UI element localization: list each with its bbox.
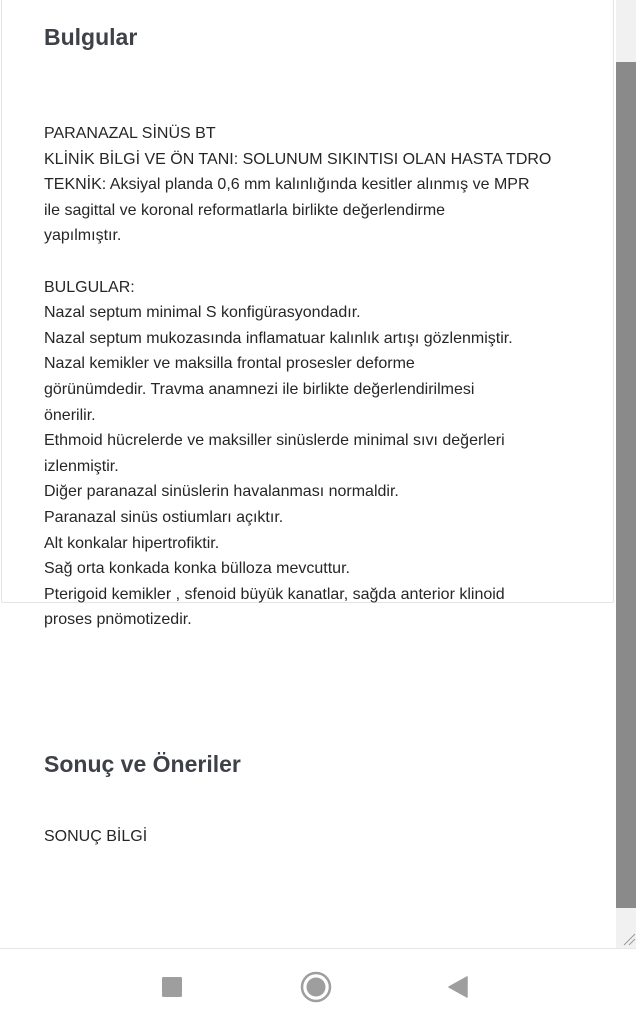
square-icon	[161, 976, 183, 998]
report-line: önerilir.	[44, 406, 96, 424]
bulgular-body	[44, 121, 564, 633]
scrollbar-thumb[interactable]	[616, 62, 636, 908]
report-line: yapılmıştır.	[44, 227, 122, 245]
triangle-back-icon	[447, 976, 469, 998]
back-button[interactable]	[440, 969, 476, 1005]
report-line: Nazal septum minimal S konfigürasyondadır.	[44, 304, 361, 322]
report-line: proses pnömotizedir.	[44, 611, 192, 629]
bulgular-heading: Bulgular	[44, 24, 138, 50]
recents-button[interactable]	[154, 969, 190, 1005]
sonuc-text: SONUÇ BİLGİ	[44, 828, 148, 845]
system-navigation-bar	[0, 948, 636, 1025]
report-line: Nazal septum mukozasında inflamatuar kalınlık artışı gözlenmiştir.	[44, 329, 513, 347]
report-line: izlenmiştir.	[44, 457, 119, 475]
resize-handle-icon[interactable]	[620, 930, 636, 946]
report-line: BULGULAR:	[44, 278, 135, 296]
report-line: Alt konkalar hipertrofiktir.	[44, 534, 220, 552]
blank-line	[44, 249, 564, 275]
report-line: PARANAZAL SİNÜS BT	[44, 125, 216, 142]
report-line: Sağ orta konkada konka bülloza mevcuttur.	[44, 560, 350, 578]
report-line: Paranazal sinüs ostiumları açıktır.	[44, 508, 284, 526]
report-line: TEKNİK: Aksiyal planda 0,6 mm kalınlığında kesitler alınmış ve MPR	[44, 176, 530, 194]
report-line: ile sagittal ve koronal reformatlarla birlikte değerlendirme	[44, 201, 446, 219]
report-line: Nazal kemikler ve maksilla frontal prosesler deforme	[44, 355, 415, 373]
report-line: Ethmoid hücrelerde ve maksiller sinüslerde minimal sıvı değerleri	[44, 432, 505, 450]
home-button[interactable]	[298, 969, 334, 1005]
report-line: KLİNİK BİLGİ VE ÖN TANI: SOLUNUM SIKINTISI OLAN HASTA TDRO	[44, 150, 552, 168]
report-line: görünümdedir. Travma anamnezi ile birlikte değerlendirilmesi	[44, 380, 475, 398]
report-line: Pterigoid kemikler , sfenoid büyük kanatlar, sağda anterior klinoid	[44, 585, 505, 603]
sonuc-heading: Sonuç ve Öneriler	[44, 751, 241, 777]
report-line: Diğer paranazal sinüslerin havalanması normaldir.	[44, 483, 399, 501]
circle-icon	[300, 971, 332, 1003]
